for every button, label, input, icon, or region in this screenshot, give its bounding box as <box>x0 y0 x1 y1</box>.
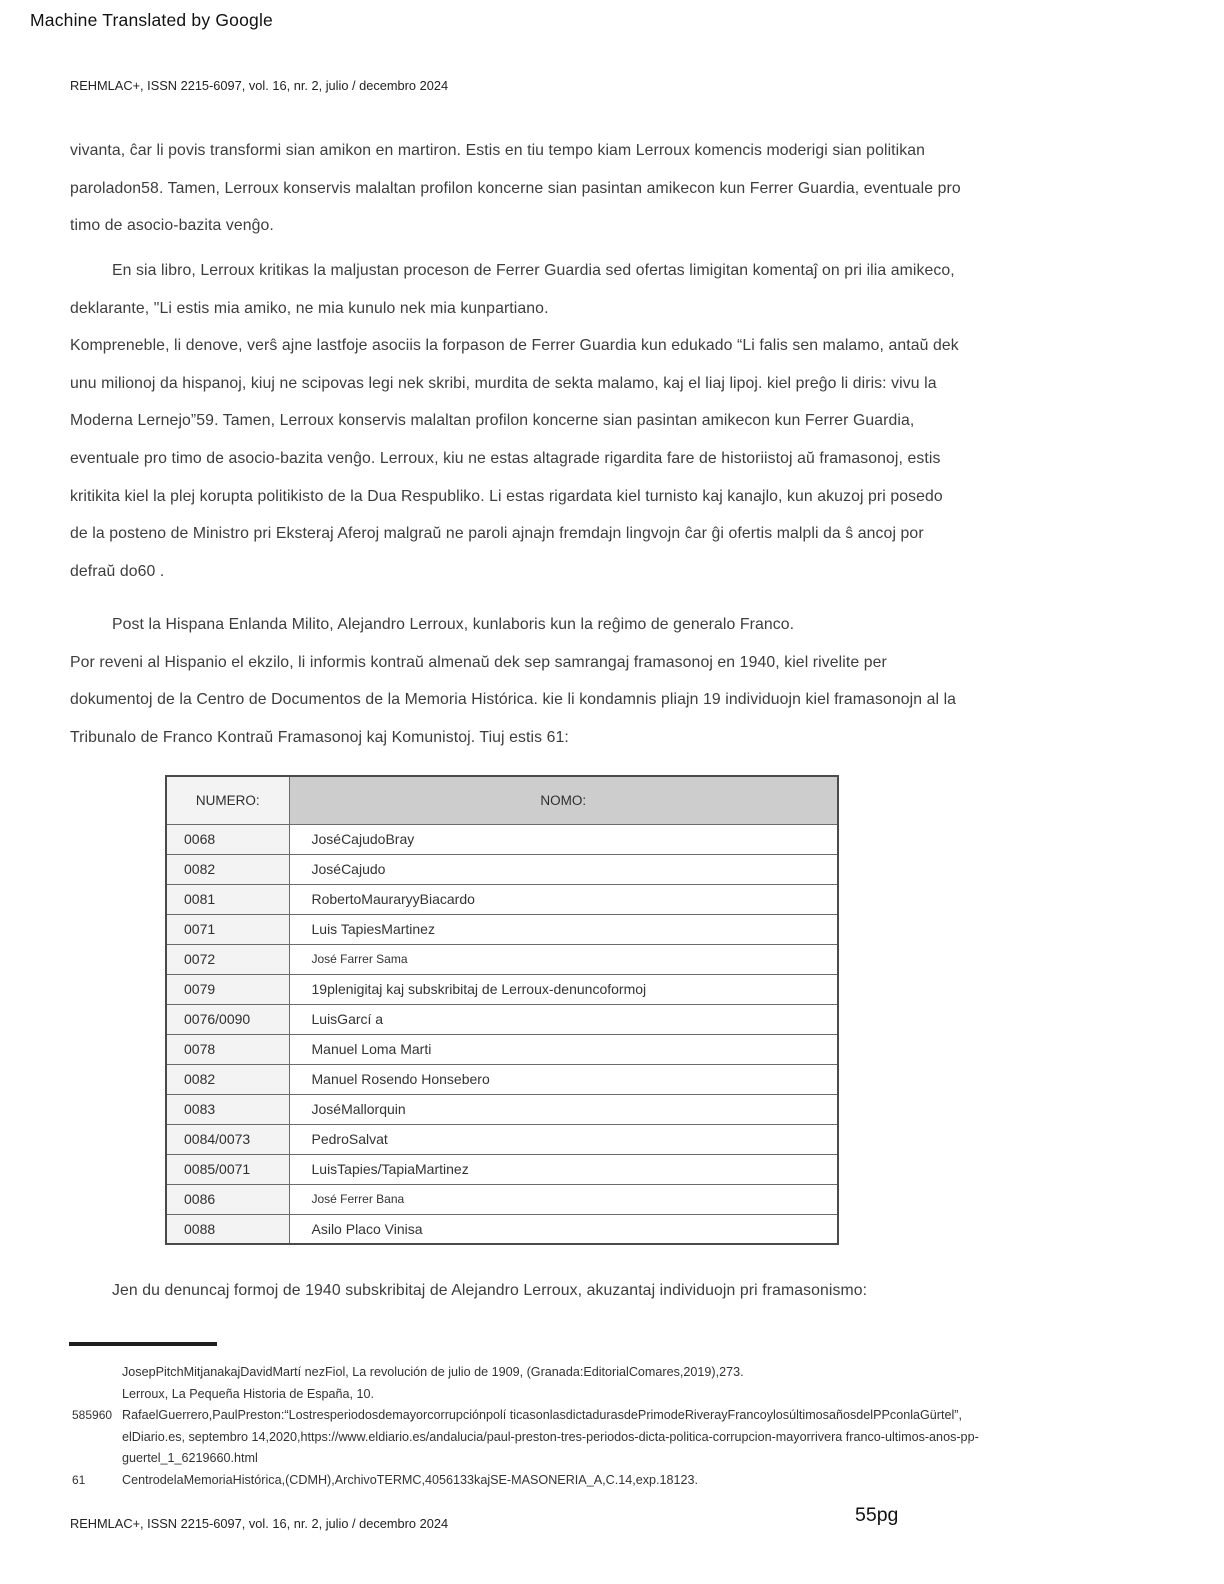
table-row: 0086 José Ferrer Bana <box>166 1184 838 1214</box>
footnote-text: CentrodelaMemoriaHistórica,(CDMH),ArchivoTERMC,4056133kajSE-MASONERIA_A,C.14,exp.18123. <box>122 1472 699 1487</box>
table-row: 0082 JoséCajudo <box>166 854 838 884</box>
table-row: 0076/0090 LuisGarcí a <box>166 1004 838 1034</box>
footnote-text: Lerroux, La Pequeña Historia de España, 10. <box>122 1386 375 1401</box>
running-header: REHMLAC+, ISSN 2215-6097, vol. 16, nr. 2, julio / decembro 2024 <box>70 78 449 93</box>
paragraph-3-part-a: Post la Hispana Enlanda Milito, Alejandro Lerroux, kunlaboris kun la reĝimo de generalo Franco. <box>112 616 795 633</box>
footnote <box>72 1362 1018 1384</box>
footnotes-block <box>72 1362 1018 1491</box>
column-header-nomo: NOMO: <box>289 776 838 824</box>
paragraph-3-part-b: Por reveni al Hispanio el ekzilo, li informis kontraŭ almenaŭ dek sep samrangaj framasonoj en 1940, kiel rivelite per dokumentoj de la Centro de Documentos de la Memoria Histórica. kie li kondamnis pliajn 19 individuojn kiel framasonojn al la Tribunalo de Franco Kontraŭ Framasonoj kaj Komunistoj. Tiuj estis 61: <box>70 653 957 746</box>
paragraph-4: Jen du denuncaj formoj de 1940 subskribitaj de Alejandro Lerroux, akuzantaj individuojn pri framasonismo: <box>112 1282 868 1299</box>
table-row: 0083 JoséMallorquin <box>166 1094 838 1124</box>
table-row: 0071 Luis TapiesMartinez <box>166 914 838 944</box>
table-row: 0085/0071 LuisTapies/TapiaMartinez <box>166 1154 838 1184</box>
table-row: 0088 Asilo Placo Vinisa <box>166 1214 838 1244</box>
table-row: 0079 19plenigitaj kaj subskribitaj de Lerroux-denuncoformoj <box>166 974 838 1004</box>
denunciation-table <box>165 775 839 1245</box>
machine-translated-banner: Machine Translated by Google <box>30 10 273 30</box>
paragraph-1: vivanta, ĉar li povis transformi sian amikon en martiron. Estis en tiu tempo kiam Lerroux komencis moderigi sian politikan paroladon58. Tamen, Lerroux konservis malaltan profilon koncerne sian pasintan amikecon kun Ferrer Guardia, eventuale pro timo de asocio-bazita venĝo. <box>70 142 961 235</box>
table-header-row <box>166 776 838 824</box>
paragraph-2-part-a: En sia libro, Lerroux kritikas la maljustan proceson de Ferrer Guardia sed ofertas limigitan komentaĵ on pri ilia amikeco, deklarante, "Li estis mia amiko, ne mia kunulo nek mia kunpartiano. <box>70 262 955 317</box>
footnote <box>72 1470 1018 1492</box>
footer-page-number: 55pg <box>855 1504 899 1526</box>
paragraph-3 <box>70 606 962 756</box>
footnote <box>72 1405 1018 1470</box>
table-row: 0081 RobertoMauraryyBiacardo <box>166 884 838 914</box>
footnote <box>72 1384 1018 1406</box>
table-row: 0068 JoséCajudoBray <box>166 824 838 854</box>
footnote-number: 61 <box>72 1472 86 1487</box>
table-row: 0084/0073 PedroSalvat <box>166 1124 838 1154</box>
table-row: 0078 Manuel Loma Marti <box>166 1034 838 1064</box>
table-row: 0072 José Farrer Sama <box>166 944 838 974</box>
footnote-text: RafaelGuerrero,PaulPreston:“Lostresperiodosdemayorcorrupciónpolí ticasonlasdictadurasdePrimodeRiverayFrancoylosúltimosañosdelPPconlaGürtel”, elDiario.es, septembro 14,2020,https://www.eldiario.es/andalucia/paul-preston-tres-periodos-dicta-politica-corrupcion-mayorrivera franco-ultimos-anos-pp-guertel_1_6219660.html <box>122 1408 979 1465</box>
table-row: 0082 Manuel Rosendo Honsebero <box>166 1064 838 1094</box>
paragraph-2 <box>70 252 962 590</box>
column-header-numero: NUMERO: <box>166 776 289 824</box>
footnote-separator <box>69 1342 217 1346</box>
footnote-text: JosepPitchMitjanakajDavidMartí nezFiol, La revolución de julio de 1909, (Granada:EditorialComares,2019),273. <box>122 1365 744 1379</box>
paragraph-2-part-b: Kompreneble, li denove, verŝ ajne lastfoje asociis la forpason de Ferrer Guardia kun edukado “Li falis sen malamo, antaŭ dek unu milionoj da hispanoj, kiuj ne scipovas legi nek skribi, murdita de sekta malamo, kaj el liaj lipoj. kiel preĝo li diris: vivu la Moderna Lernejo”59. Tamen, Lerroux konservis malaltan profilon koncerne sian pasintan amikecon kun Ferrer Guardia, eventuale pro timo de asocio-bazita venĝo. Lerroux, kiu ne estas altagrade rigardita fare de historiistoj aŭ framasonoj, estis kritikita kiel la plej korupta politikisto de la Dua Respubliko. Li estas rigardata kiel turnisto kaj kanajlo, kun akuzoj pri posedo de la posteno de Ministro pri Eksteraj Aferoj malgraŭ ne paroli ajnajn fremdajn lingvojn ĉar ĝi ofertis malpli da ŝ ancoj por defraŭ do60 . <box>70 337 959 580</box>
footnote-number: 585960 <box>72 1408 113 1422</box>
footer-journal-line: REHMLAC+, ISSN 2215-6097, vol. 16, nr. 2, julio / decembro 2024 <box>70 1516 449 1531</box>
